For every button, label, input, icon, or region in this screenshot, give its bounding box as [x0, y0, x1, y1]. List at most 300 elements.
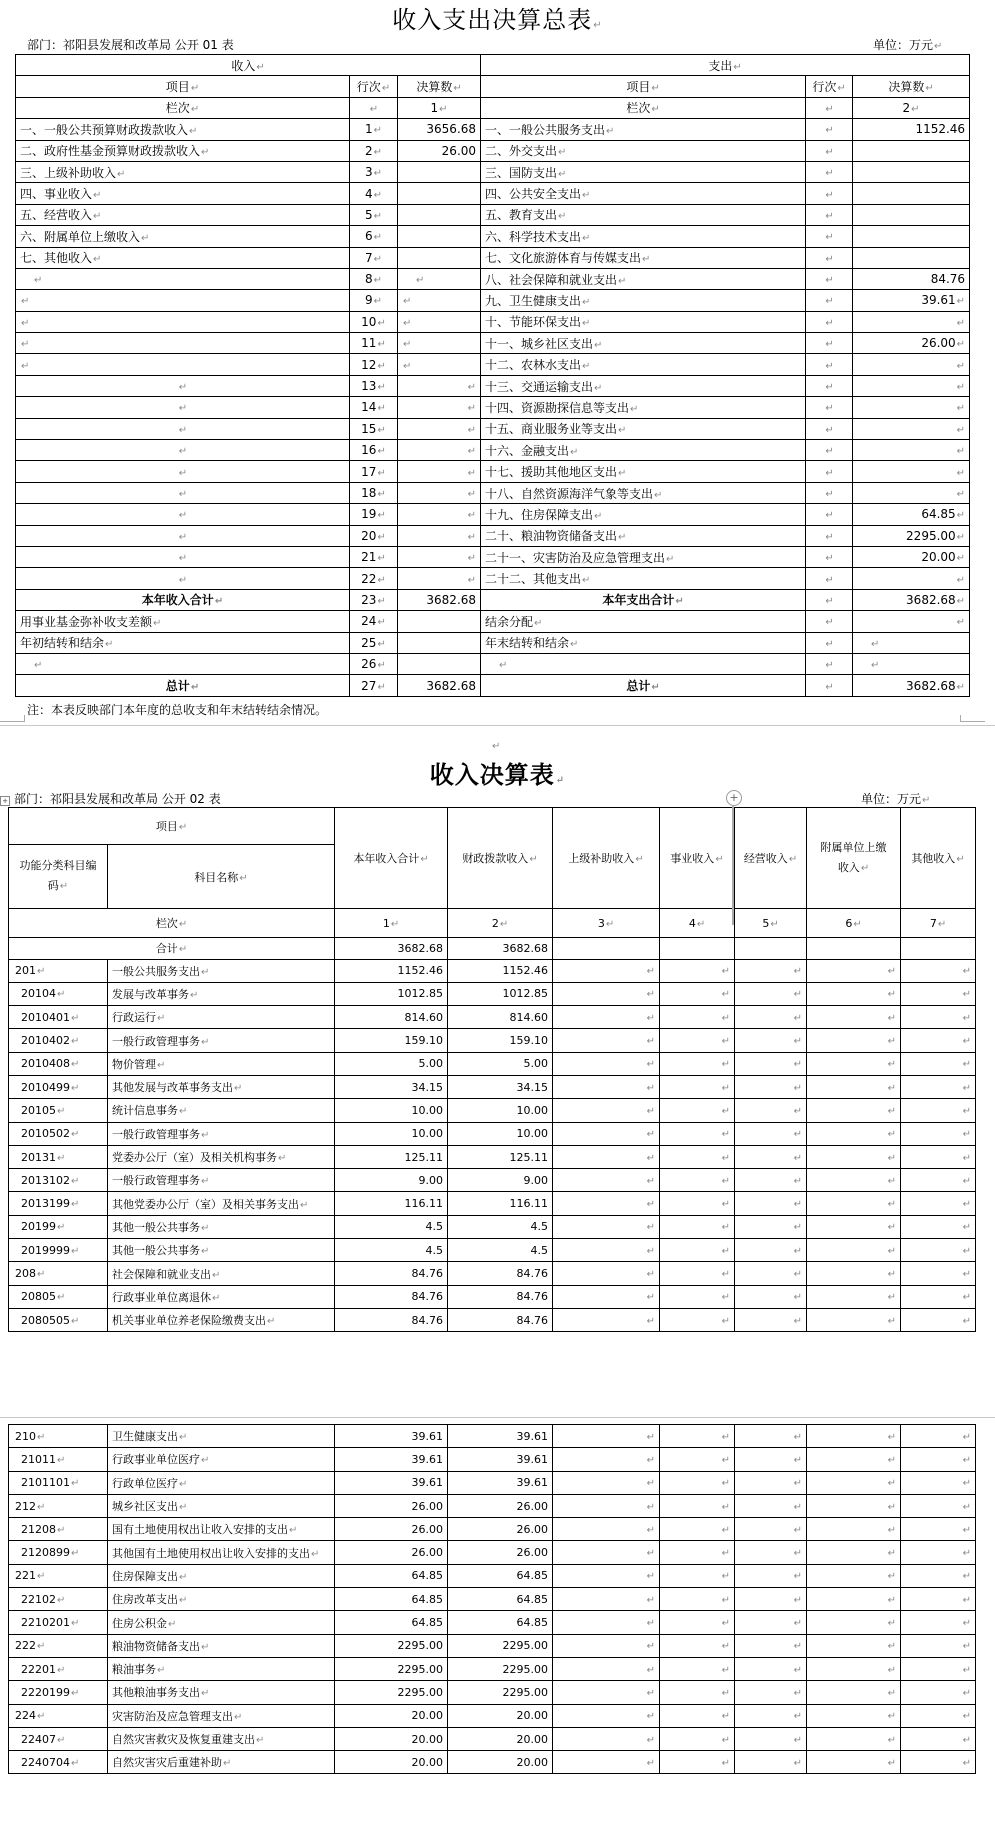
other-income: ↵ [901, 1215, 976, 1238]
col-index-value: 3↵ [553, 909, 660, 938]
year-income-total: 4.5 [335, 1215, 448, 1238]
line-number: 22↵ [350, 568, 398, 589]
other-income: ↵ [901, 1122, 976, 1145]
operating-income: ↵ [735, 1681, 807, 1704]
table-row [16, 653, 970, 674]
other-income: ↵ [901, 1262, 976, 1285]
income-final-accounts-table-continued [8, 1424, 976, 1774]
table-row [9, 1262, 976, 1285]
year-income-total: 10.00 [335, 1122, 448, 1145]
expense-amount [853, 140, 970, 161]
affiliated-income: ↵ [807, 1425, 901, 1448]
column-index-row [16, 97, 970, 118]
business-income: ↵ [660, 1122, 735, 1145]
col-fiscal-header: 财政拨款收入↵ [448, 808, 553, 909]
subject-name: 粮油事务↵ [108, 1657, 335, 1680]
year-income-total: 20.00 [335, 1704, 448, 1727]
year-income-total: 26.00 [335, 1494, 448, 1517]
year-income-total: 64.85 [335, 1611, 448, 1634]
table-row [9, 1308, 976, 1331]
year-income-total: 2295.00 [335, 1681, 448, 1704]
expense-amount: 20.00↵ [853, 546, 970, 567]
col-index-value: 4↵ [660, 909, 735, 938]
insert-column-icon[interactable]: + [726, 790, 742, 806]
function-code: 2019999↵ [9, 1239, 108, 1262]
line-number: 11↵ [350, 333, 398, 354]
col-other-header: 其他收入↵ [901, 808, 976, 909]
fiscal-appropriation: 39.61 [448, 1425, 553, 1448]
superior-subsidy: ↵ [553, 1541, 660, 1564]
function-code: 20199↵ [9, 1215, 108, 1238]
table-row [9, 1681, 976, 1704]
col-superior-header: 上级补助收入↵ [553, 808, 660, 909]
line-number: 12↵ [350, 354, 398, 375]
grand-total-expense-line: ↵ [806, 675, 853, 696]
superior-subsidy: ↵ [553, 1704, 660, 1727]
superior-subsidy: ↵ [553, 1215, 660, 1238]
expense-item: 十五、商业服务业等支出↵ [481, 418, 806, 439]
year-income-total: 64.85 [335, 1564, 448, 1587]
business-income: ↵ [660, 1262, 735, 1285]
operating-income: ↵ [735, 1239, 807, 1262]
expense-amount: ↵ [853, 440, 970, 461]
table-row [16, 568, 970, 589]
affiliated-income: ↵ [807, 1239, 901, 1262]
affiliated-income: ↵ [807, 1169, 901, 1192]
function-code: 20805↵ [9, 1285, 108, 1308]
income-item: ↵ [16, 482, 350, 503]
superior-subsidy: ↵ [553, 1681, 660, 1704]
expense-item: 三、国防支出↵ [481, 161, 806, 182]
table-row [16, 161, 970, 182]
other-income: ↵ [901, 1075, 976, 1098]
row24-income-item: 用事业基金弥补收支差额↵ [16, 611, 350, 632]
expense-amount: ↵ [853, 397, 970, 418]
fiscal-appropriation: 2295.00 [448, 1657, 553, 1680]
function-code: 2010401↵ [9, 1006, 108, 1029]
table-row [16, 204, 970, 225]
income-amount [398, 226, 481, 247]
table-row [16, 418, 970, 439]
expense-item: 十六、金融支出↵ [481, 440, 806, 461]
column-resize-guide[interactable] [732, 805, 734, 925]
expense-line: ↵ [806, 461, 853, 482]
function-code: 2013199↵ [9, 1192, 108, 1215]
expense-index-label: 栏次↵ [481, 97, 806, 118]
fiscal-appropriation: 64.85 [448, 1564, 553, 1587]
grand-total-income-label: 总计↵ [16, 675, 350, 696]
year-expense-total-line: ↵ [806, 589, 853, 610]
other-income: ↵ [901, 1052, 976, 1075]
doc1-note: 注：本表反映部门本年度的总收支和年末结转结余情况。 [27, 703, 328, 717]
subject-name: 一般行政管理事务↵ [108, 1169, 335, 1192]
business-income: ↵ [660, 1588, 735, 1611]
line-number: 6↵ [350, 226, 398, 247]
business-income: ↵ [660, 1425, 735, 1448]
other-income: ↵ [901, 1099, 976, 1122]
income-item: 五、经营收入↵ [16, 204, 350, 225]
expense-line: ↵ [806, 440, 853, 461]
other-income: ↵ [901, 1145, 976, 1168]
other-income: ↵ [901, 1285, 976, 1308]
business-income: ↵ [660, 1751, 735, 1774]
fiscal-appropriation: 1152.46 [448, 959, 553, 982]
income-amount: ↵ [398, 354, 481, 375]
subject-name: 城乡社区支出↵ [108, 1494, 335, 1517]
expense-line: ↵ [806, 397, 853, 418]
affiliated-income: ↵ [807, 1262, 901, 1285]
expense-item: 四、公共安全支出↵ [481, 183, 806, 204]
row24-expense-line: ↵ [806, 611, 853, 632]
affiliated-income: ↵ [807, 1122, 901, 1145]
expense-item: 十、节能环保支出↵ [481, 311, 806, 332]
subject-name: 其他粮油事务支出↵ [108, 1681, 335, 1704]
expense-col-amount: 决算数↵ [853, 76, 970, 97]
business-income: ↵ [660, 1285, 735, 1308]
table-row [16, 546, 970, 567]
business-income: ↵ [660, 1192, 735, 1215]
table-row [16, 333, 970, 354]
affiliated-income: ↵ [807, 1704, 901, 1727]
income-item: ↵ [16, 504, 350, 525]
fiscal-appropriation: 1012.85 [448, 982, 553, 1005]
expense-item: 十二、农林水支出↵ [481, 354, 806, 375]
table-row [16, 504, 970, 525]
business-income: ↵ [660, 959, 735, 982]
superior-subsidy: ↵ [553, 1285, 660, 1308]
expense-amount: ↵ [853, 311, 970, 332]
subject-name: 其他发展与改革事务支出↵ [108, 1075, 335, 1098]
table-row [9, 1052, 976, 1075]
subject-name: 住房改革支出↵ [108, 1588, 335, 1611]
superior-subsidy: ↵ [553, 959, 660, 982]
affiliated-income: ↵ [807, 1588, 901, 1611]
income-amount [398, 161, 481, 182]
line-number: 18↵ [350, 482, 398, 503]
year-income-total: 1012.85 [335, 982, 448, 1005]
expense-line: ↵ [806, 504, 853, 525]
affiliated-income: ↵ [807, 1611, 901, 1634]
business-income: ↵ [660, 1075, 735, 1098]
superior-subsidy: ↵ [553, 1145, 660, 1168]
year-income-total: 2295.00 [335, 1657, 448, 1680]
function-code: 2240704↵ [9, 1751, 108, 1774]
fiscal-appropriation: 64.85 [448, 1611, 553, 1634]
affiliated-income: ↵ [807, 1145, 901, 1168]
line-number: 13↵ [350, 375, 398, 396]
business-income: ↵ [660, 1029, 735, 1052]
operating-income: ↵ [735, 1262, 807, 1285]
function-code: 221↵ [9, 1564, 108, 1587]
row24-line: 24↵ [350, 611, 398, 632]
paragraph-mark: ↵ [492, 741, 501, 752]
income-amount: ↵ [398, 482, 481, 503]
other-income: ↵ [901, 1518, 976, 1541]
table-row [9, 1192, 976, 1215]
year-income-total: 84.76 [335, 1308, 448, 1331]
operating-income: ↵ [735, 959, 807, 982]
business-income: ↵ [660, 1145, 735, 1168]
row24-income-amount [398, 611, 481, 632]
operating-income: ↵ [735, 1029, 807, 1052]
superior-subsidy: ↵ [553, 1029, 660, 1052]
operating-income: ↵ [735, 1006, 807, 1029]
expense-amount: 2295.00↵ [853, 525, 970, 546]
row26-income-amount [398, 653, 481, 674]
business-income: ↵ [660, 982, 735, 1005]
income-col-line: 行次↵ [350, 76, 398, 97]
table-row [9, 1006, 976, 1029]
row25-income-amount [398, 632, 481, 653]
function-code: 2220199↵ [9, 1681, 108, 1704]
income-item: ↵ [16, 354, 350, 375]
table-row [16, 440, 970, 461]
other-income: ↵ [901, 1006, 976, 1029]
operating-income: ↵ [735, 1075, 807, 1098]
year-income-total: 5.00 [335, 1052, 448, 1075]
year-income-total: 159.10 [335, 1029, 448, 1052]
col-name-header: 科目名称↵ [108, 845, 335, 909]
fiscal-appropriation: 2295.00 [448, 1634, 553, 1657]
column-index-row [9, 909, 976, 938]
income-item: ↵ [16, 461, 350, 482]
superior-subsidy: ↵ [553, 1564, 660, 1587]
table-row [16, 119, 970, 140]
income-amount: ↵ [398, 333, 481, 354]
subject-name: 行政单位医疗↵ [108, 1471, 335, 1494]
subject-name: 行政运行↵ [108, 1006, 335, 1029]
affiliated-income: ↵ [807, 982, 901, 1005]
affiliated-income: ↵ [807, 1215, 901, 1238]
subject-name: 住房公积金↵ [108, 1611, 335, 1634]
fiscal-appropriation: 84.76 [448, 1262, 553, 1285]
col-index-value: 5↵ [735, 909, 807, 938]
table-row [9, 1611, 976, 1634]
income-amount: ↵ [398, 546, 481, 567]
row26-income-item: ↵ [16, 653, 350, 674]
table-row [16, 482, 970, 503]
business-income: ↵ [660, 1657, 735, 1680]
operating-income: ↵ [735, 1634, 807, 1657]
affiliated-income: ↵ [807, 1285, 901, 1308]
subject-name: 物价管理↵ [108, 1052, 335, 1075]
function-code: 20105↵ [9, 1099, 108, 1122]
table-header-group-row [16, 55, 970, 76]
affiliated-income: ↵ [807, 1006, 901, 1029]
subject-name: 灾害防治及应急管理支出↵ [108, 1704, 335, 1727]
income-index-label: 栏次↵ [16, 97, 350, 118]
page-corner-mark [960, 715, 985, 722]
expense-item: 十八、自然资源海洋气象等支出↵ [481, 482, 806, 503]
superior-subsidy: ↵ [553, 1425, 660, 1448]
superior-subsidy: ↵ [553, 1634, 660, 1657]
table-row [9, 1425, 976, 1448]
function-code: 2080505↵ [9, 1308, 108, 1331]
subject-name: 其他一般公共事务↵ [108, 1239, 335, 1262]
superior-subsidy: ↵ [553, 982, 660, 1005]
table-header-row [16, 76, 970, 97]
operating-income: ↵ [735, 1122, 807, 1145]
table-row [9, 1169, 976, 1192]
fiscal-appropriation: 39.61 [448, 1448, 553, 1471]
table-row [9, 1122, 976, 1145]
table-row [16, 290, 970, 311]
expense-header: 支出↵ [481, 55, 970, 76]
superior-subsidy: ↵ [553, 1308, 660, 1331]
function-code: 2010402↵ [9, 1029, 108, 1052]
fiscal-appropriation: 64.85 [448, 1588, 553, 1611]
expense-line: ↵ [806, 354, 853, 375]
income-amount: ↵ [398, 418, 481, 439]
col-total-header: 本年收入合计↵ [335, 808, 448, 909]
expense-amount: ↵ [853, 568, 970, 589]
row25-expense-amount: ↵ [853, 632, 970, 653]
year-expense-total-label: 本年支出合计↵ [481, 589, 806, 610]
grand-total-expense-value: 3682.68↵ [853, 675, 970, 696]
income-amount: ↵ [398, 375, 481, 396]
expense-line: ↵ [806, 482, 853, 503]
income-item: 七、其他收入↵ [16, 247, 350, 268]
income-amount: 3656.68 [398, 119, 481, 140]
table-row [16, 611, 970, 632]
subject-name: 一般行政管理事务↵ [108, 1122, 335, 1145]
operating-income: ↵ [735, 1588, 807, 1611]
col-index-value: 2↵ [448, 909, 553, 938]
expense-line: ↵ [806, 290, 853, 311]
function-code: 22102↵ [9, 1588, 108, 1611]
operating-income: ↵ [735, 1192, 807, 1215]
expense-line: ↵ [806, 546, 853, 567]
superior-subsidy: ↵ [553, 1751, 660, 1774]
subject-name: 自然灾害救灾及恢复重建支出↵ [108, 1727, 335, 1750]
table-row [9, 1239, 976, 1262]
fiscal-appropriation: 26.00 [448, 1518, 553, 1541]
col-index-value: 1↵ [335, 909, 448, 938]
income-amount: ↵ [398, 568, 481, 589]
operating-income: ↵ [735, 1425, 807, 1448]
sum-other [901, 938, 976, 960]
year-income-total: 39.61 [335, 1425, 448, 1448]
row25-expense-line: ↵ [806, 632, 853, 653]
superior-subsidy: ↵ [553, 1192, 660, 1215]
table-row [9, 1145, 976, 1168]
row24-expense-item: 结余分配↵ [481, 611, 806, 632]
affiliated-income: ↵ [807, 1192, 901, 1215]
other-income: ↵ [901, 1704, 976, 1727]
superior-subsidy: ↵ [553, 1588, 660, 1611]
expense-line: ↵ [806, 183, 853, 204]
fiscal-appropriation: 26.00 [448, 1494, 553, 1517]
line-number: 17↵ [350, 461, 398, 482]
expense-amount [853, 161, 970, 182]
expense-amount [853, 204, 970, 225]
year-income-total: 84.76 [335, 1285, 448, 1308]
line-number: 20↵ [350, 525, 398, 546]
expense-amount: 1152.46 [853, 119, 970, 140]
income-amount [398, 247, 481, 268]
affiliated-income: ↵ [807, 1471, 901, 1494]
table-row [16, 140, 970, 161]
year-income-total: 26.00 [335, 1541, 448, 1564]
fiscal-appropriation: 4.5 [448, 1239, 553, 1262]
year-income-total: 1152.46 [335, 959, 448, 982]
col-business-header: 事业收入↵ [660, 808, 735, 909]
affiliated-income: ↵ [807, 1075, 901, 1098]
affiliated-income: ↵ [807, 1518, 901, 1541]
income-item: ↵ [16, 525, 350, 546]
income-item: ↵ [16, 568, 350, 589]
expense-line: ↵ [806, 568, 853, 589]
superior-subsidy: ↵ [553, 1727, 660, 1750]
income-index-line: ↵ [350, 97, 398, 118]
affiliated-income: ↵ [807, 1751, 901, 1774]
expense-amount: ↵ [853, 418, 970, 439]
sum-row [9, 938, 976, 960]
table-row [9, 1634, 976, 1657]
row25-expense-item: 年末结转和结余↵ [481, 632, 806, 653]
function-code: 2210201↵ [9, 1611, 108, 1634]
other-income: ↵ [901, 1471, 976, 1494]
expense-item: 十一、城乡社区支出↵ [481, 333, 806, 354]
subject-name: 社会保障和就业支出↵ [108, 1262, 335, 1285]
income-item: ↵ [16, 333, 350, 354]
operating-income: ↵ [735, 1471, 807, 1494]
table-row [9, 1541, 976, 1564]
line-number: 15↵ [350, 418, 398, 439]
affiliated-income: ↵ [807, 1308, 901, 1331]
operating-income: ↵ [735, 1657, 807, 1680]
income-item: ↵ [16, 418, 350, 439]
year-income-total-value: 3682.68 [398, 589, 481, 610]
operating-income: ↵ [735, 1494, 807, 1517]
superior-subsidy: ↵ [553, 1099, 660, 1122]
expense-item: 二、外交支出↵ [481, 140, 806, 161]
superior-subsidy: ↵ [553, 1471, 660, 1494]
income-item: 四、事业收入↵ [16, 183, 350, 204]
other-income: ↵ [901, 1727, 976, 1750]
expense-item: 二十一、灾害防治及应急管理支出↵ [481, 546, 806, 567]
other-income: ↵ [901, 1192, 976, 1215]
line-number: 16↵ [350, 440, 398, 461]
line-number: 8↵ [350, 268, 398, 289]
superior-subsidy: ↵ [553, 1006, 660, 1029]
business-income: ↵ [660, 1518, 735, 1541]
income-amount [398, 204, 481, 225]
operating-income: ↵ [735, 1308, 807, 1331]
table-move-handle[interactable]: + [0, 796, 10, 806]
income-amount: ↵ [398, 461, 481, 482]
table-row [16, 397, 970, 418]
year-income-total: 4.5 [335, 1239, 448, 1262]
income-item: ↵ [16, 268, 350, 289]
year-income-total: 125.11 [335, 1145, 448, 1168]
expense-col-line: 行次↵ [806, 76, 853, 97]
row26-line: 26↵ [350, 653, 398, 674]
year-income-total: 26.00 [335, 1518, 448, 1541]
income-index-value: 1↵ [398, 97, 481, 118]
table-row [16, 268, 970, 289]
table-row [9, 1099, 976, 1122]
function-code: 210↵ [9, 1425, 108, 1448]
expense-line: ↵ [806, 311, 853, 332]
other-income: ↵ [901, 1681, 976, 1704]
row25-income-item: 年初结转和结余↵ [16, 632, 350, 653]
table-row [9, 959, 976, 982]
expense-line: ↵ [806, 119, 853, 140]
fiscal-appropriation: 10.00 [448, 1122, 553, 1145]
year-income-total: 10.00 [335, 1099, 448, 1122]
year-income-total: 39.61 [335, 1448, 448, 1471]
